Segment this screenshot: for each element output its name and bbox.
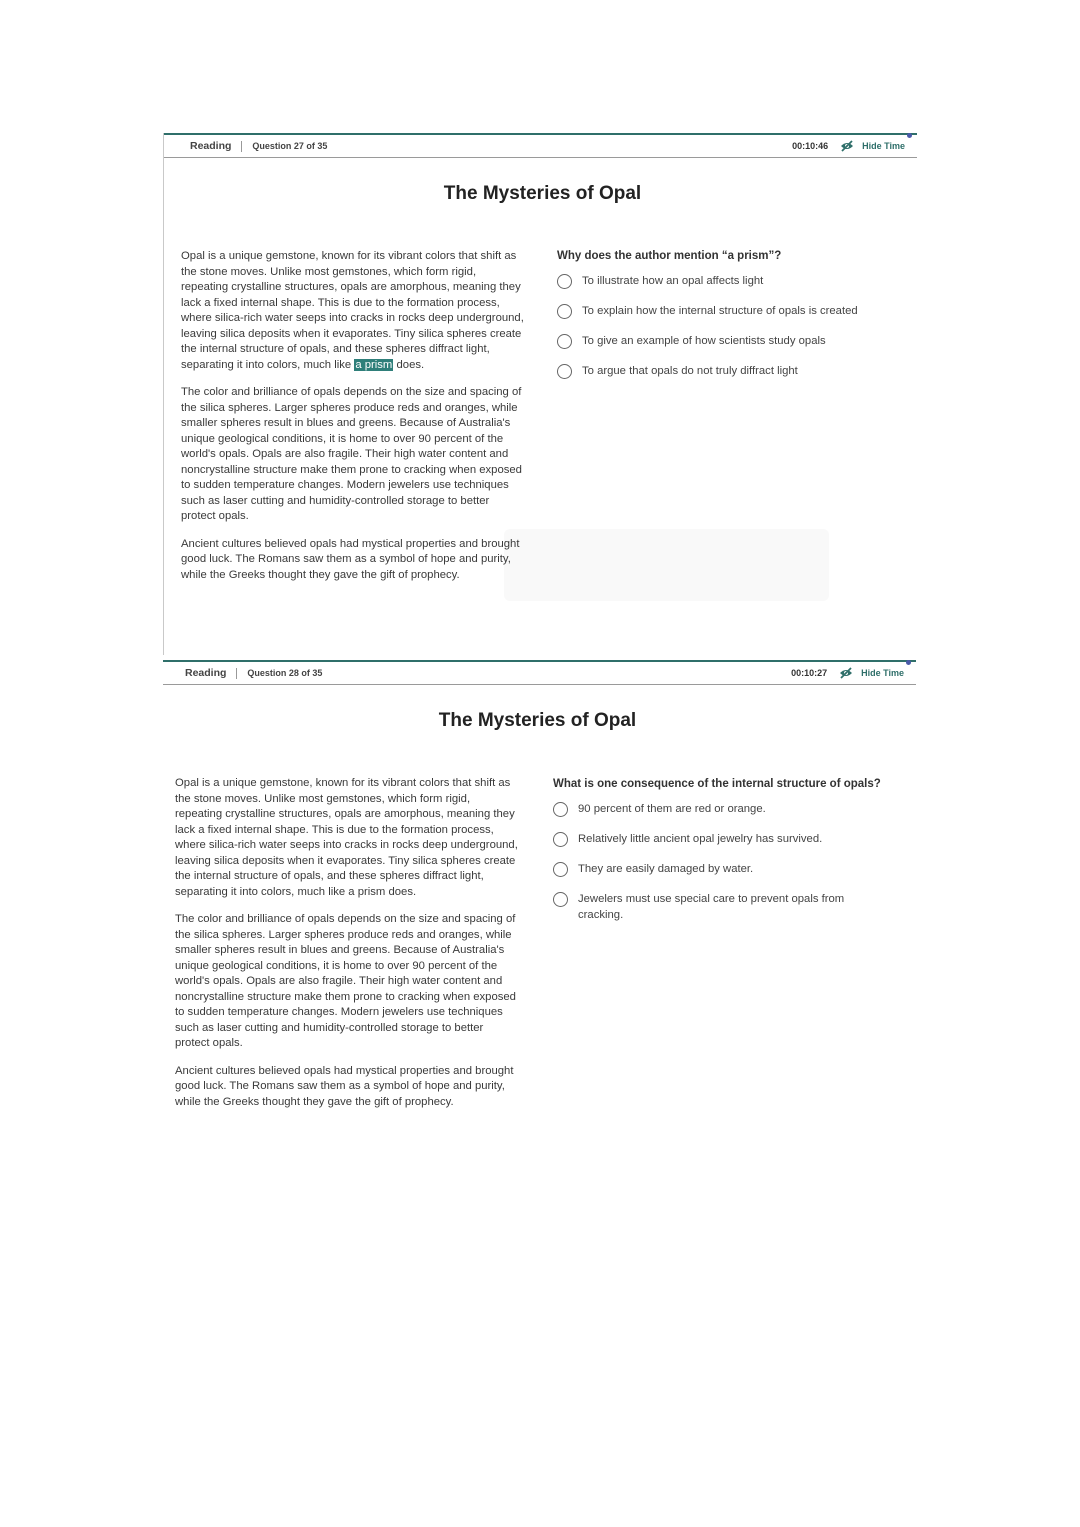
option-label: To give an example of how scientists study opals bbox=[582, 335, 826, 347]
passage-title: The Mysteries of Opal bbox=[438, 710, 637, 731]
answer-option-b[interactable] bbox=[557, 304, 927, 320]
answer-option-c[interactable] bbox=[553, 862, 923, 878]
option-label: They are easily damaged by water. bbox=[578, 863, 754, 875]
question-counter: Question 27 of 35 bbox=[252, 141, 328, 151]
passage-paragraph-1 bbox=[181, 249, 526, 373]
top-bar bbox=[163, 660, 916, 685]
question-prompt: Why does the author mention “a prism”? bbox=[557, 250, 782, 262]
option-label: 90 percent of them are red or orange. bbox=[578, 803, 766, 815]
answer-option-d[interactable] bbox=[553, 892, 923, 923]
passage-paragraph-1: Opal is a unique gemstone, known for its vibrant colors that shift as the stone moves. Unlike most gemstones, which form rigid, repeating crystalline structures, opals are amorphous, meaning they lack a fixed internal shape. This is due to the formation process, where silica-rich water seeps into cracks in rocks deep underground, leaving silica deposits when it evaporates. Tiny silica spheres create the internal structure of opals, and these spheres diffract light, separating it into colors, much like a prism does. bbox=[175, 777, 518, 898]
question-prompt: What is one consequence of the internal structure of opals? bbox=[553, 778, 881, 790]
passage-paragraph-2: The color and brilliance of opals depends on the size and spacing of the silica spheres. Larger spheres produce reds and oranges, while smaller spheres result in blues and greens. Because of Australia's unique geological conditions, it is home to over 90 percent of the world's opals. Opals are also fragile. Their high water content and noncrystalline structure make them prone to cracking when exposed to sudden temperature changes. Modern jewelers use techniques such as laser cutting and humidity-controlled storage to better protect opals. bbox=[175, 913, 516, 1049]
radio-button-icon[interactable] bbox=[553, 832, 568, 847]
question-area bbox=[557, 250, 927, 394]
divider bbox=[241, 141, 242, 152]
answer-option-b[interactable] bbox=[553, 832, 923, 848]
highlighted-phrase[interactable]: a prism bbox=[355, 358, 393, 371]
hide-time-button[interactable]: Hide Time bbox=[862, 141, 905, 151]
divider bbox=[236, 668, 237, 679]
radio-button-icon[interactable] bbox=[553, 862, 568, 877]
question-screen-28 bbox=[163, 660, 916, 1182]
answer-option-d[interactable] bbox=[557, 364, 927, 380]
passage-text: Opal is a unique gemstone, known for its vibrant colors that shift as the stone moves. Unlike most gemstones, which form rigid, repeating crystalline structures, opals are amorphous, meaning they lack a fixed internal shape. This is due to the formation process, where silica-rich water seeps into cracks in rocks deep underground, leaving silica deposits when it evaporates. Tiny silica spheres create the internal structure of opals, and these spheres diffract light, separating it into colors, much like bbox=[181, 250, 524, 371]
answer-option-c[interactable] bbox=[557, 334, 927, 350]
passage-text: does. bbox=[393, 358, 425, 371]
option-label: Jewelers must use special care to prevent opals from cracking. bbox=[578, 893, 845, 921]
question-counter: Question 28 of 35 bbox=[247, 668, 323, 678]
radio-button-icon[interactable] bbox=[553, 892, 568, 907]
section-label: Reading bbox=[185, 667, 227, 679]
option-label: To argue that opals do not truly diffract light bbox=[582, 365, 798, 377]
option-label: To explain how the internal structure of opals is created bbox=[582, 305, 858, 317]
radio-button-icon[interactable] bbox=[557, 364, 572, 379]
media-overlay bbox=[504, 529, 829, 601]
radio-button-icon[interactable] bbox=[553, 802, 568, 817]
timer-area bbox=[792, 140, 905, 152]
passage-title: The Mysteries of Opal bbox=[443, 183, 642, 204]
passage bbox=[175, 776, 520, 1122]
section-label: Reading bbox=[190, 140, 232, 152]
option-label: Relatively little ancient opal jewelry has survived. bbox=[578, 833, 823, 845]
timer: 00:10:27 bbox=[791, 668, 828, 678]
eye-slash-icon[interactable] bbox=[840, 140, 854, 152]
timer-area bbox=[791, 667, 904, 679]
passage-paragraph-2: The color and brilliance of opals depends on the size and spacing of the silica spheres. Larger spheres produce reds and oranges, while smaller spheres result in blues and greens. Because of Australia's unique geological conditions, it is home to over 90 percent of the world's opals. Opals are also fragile. Their high water content and noncrystalline structure make them prone to cracking when exposed to sudden temperature changes. Modern jewelers use techniques such as laser cutting and humidity-controlled storage to better protect opals. bbox=[181, 386, 522, 522]
hide-time-button[interactable]: Hide Time bbox=[861, 668, 904, 678]
answer-option-a[interactable] bbox=[557, 274, 927, 290]
passage bbox=[181, 249, 526, 595]
question-area bbox=[553, 778, 923, 938]
timer: 00:10:46 bbox=[792, 141, 829, 151]
eye-slash-icon[interactable] bbox=[839, 667, 853, 679]
passage-paragraph-3: Ancient cultures believed opals had mystical properties and brought good luck. The Romans saw them as a symbol of hope and purity, while the Greeks thought they gave the gift of prophecy. bbox=[175, 1064, 514, 1108]
top-bar bbox=[164, 133, 917, 158]
answer-option-a[interactable] bbox=[553, 802, 923, 818]
radio-button-icon[interactable] bbox=[557, 304, 572, 319]
notification-dot bbox=[907, 133, 912, 138]
passage-paragraph-3: Ancient cultures believed opals had mystical properties and brought good luck. The Romans saw them as a symbol of hope and purity, while the Greeks thought they gave the gift of prophecy. bbox=[181, 537, 520, 581]
radio-button-icon[interactable] bbox=[557, 334, 572, 349]
question-screen-27 bbox=[163, 133, 916, 655]
radio-button-icon[interactable] bbox=[557, 274, 572, 289]
notification-dot bbox=[906, 660, 911, 665]
option-label: To illustrate how an opal affects light bbox=[582, 275, 764, 287]
